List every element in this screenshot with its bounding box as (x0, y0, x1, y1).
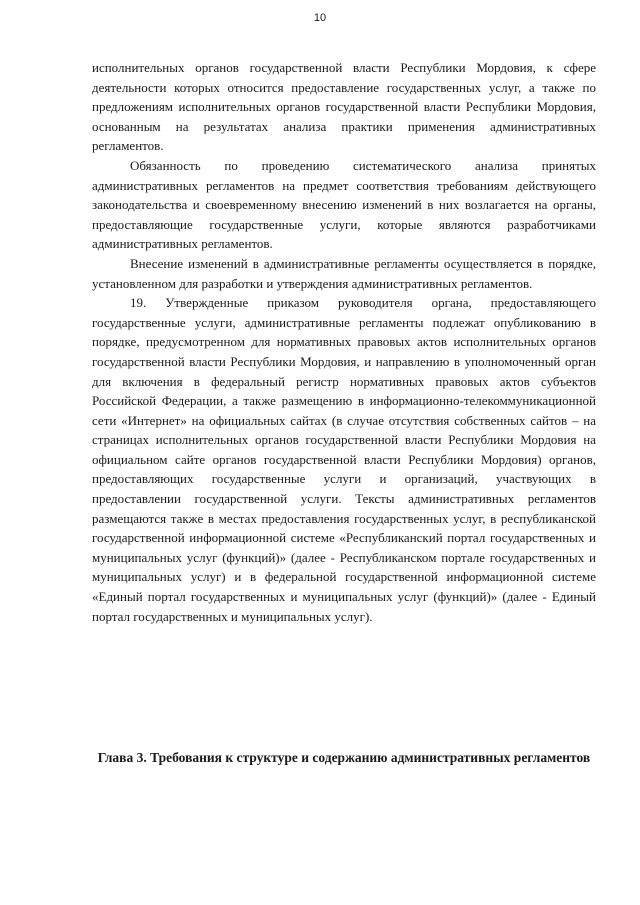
page-number: 10 (313, 12, 327, 24)
document-body (92, 58, 596, 626)
paragraph-continuation: исполнительных органов государственной власти Республики Мордовия, к сфере деятельности которых относится предоставление государственных услуг, а также по предложениям исполнительных органов государственной власти Республики Мордовия, основанным на результатах анализа практики применения административных регламентов. (92, 60, 596, 154)
paragraph-amendments: Внесение изменений в административные регламенты осуществляется в порядке, установленном для разработки и утверждения административных регламентов. (92, 255, 596, 291)
paragraph-item-19: 19. Утвержденные приказом руководителя органа, предоставляющего государственные услуги, административные регламенты подлежат опубликованию в порядке, предусмотренном для нормативных правовых актов исполнительных органов государственной власти Республики Мордовия, и направлению в уполномоченный орган для включения в федеральный регистр нормативных правовых актов субъектов Российской Федерации, а также размещению в информационно-телекоммуникационной сети «Интернет» на официальных сайтах (в случае отсутствия собственных сайтов – на страницах исполнительных органов государственной власти Республики Мордовия на официальном сайте органов государственной власти Республики Мордовия) органов, предоставляющих государственные услуги и организаций, участвующих в предоставлении государственной услуги. Тексты административных регламентов размещаются также в местах предоставления государственных услуг, в республиканской государственной информационной системе «Республиканский портал государственных и муниципальных услуг (функций)» (далее - Республиканском портале государственных и муниципальных услуг) и в федеральной государственной информационной системе «Единый портал государственных и муниципальных услуг (функций)» (далее - Единый портал государственных и муниципальных услуг). (92, 295, 596, 624)
paragraph-analysis-duty: Обязанность по проведению систематического анализа принятых административных регламентов на предмет соответствия требованиям действующего законодательства и своевременному внесению изменений в них возлагается на органы, предоставляющие государственные услуги, которые являются разработчиками административных регламентов. (92, 157, 596, 252)
chapter-heading: Глава 3. Требования к структуре и содержанию административных регламентов (97, 750, 591, 765)
